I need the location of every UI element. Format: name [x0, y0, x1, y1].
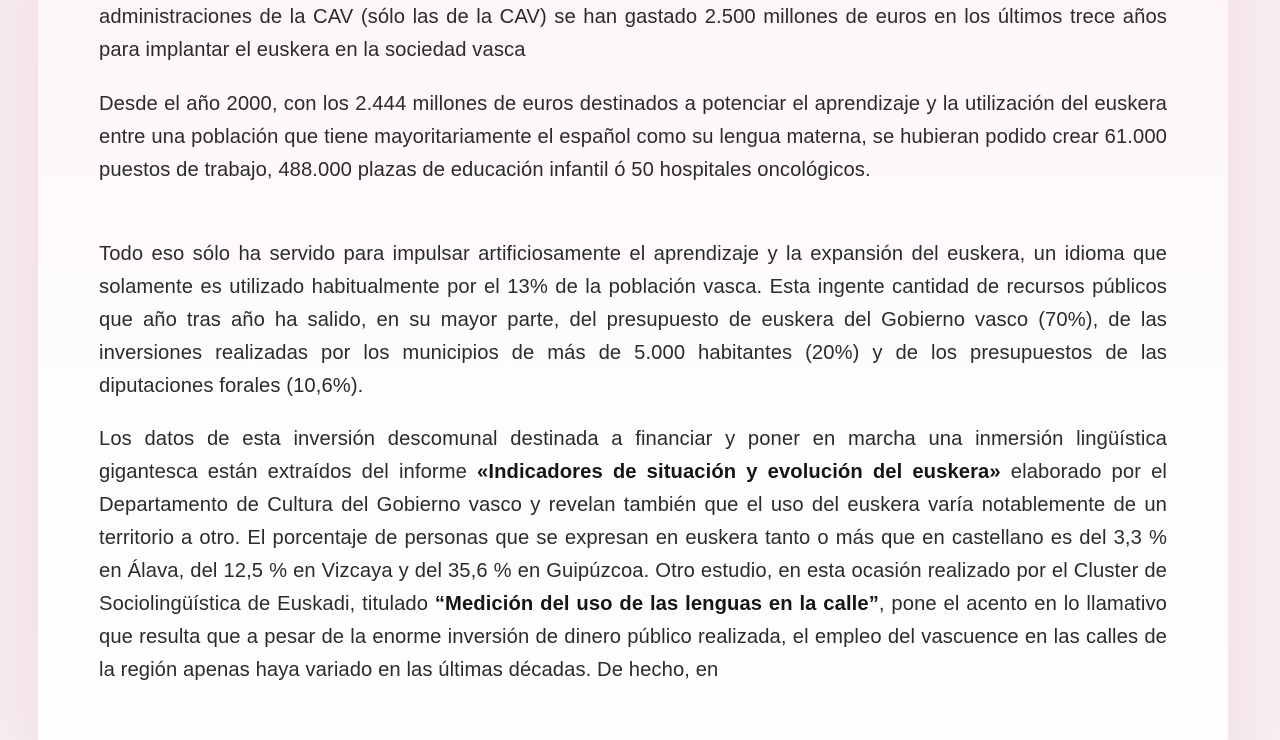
- study-title-bold: “Medición del uso de las lenguas en la calle”: [434, 593, 879, 615]
- paragraph-text-segment: , pone el acento en lo llamativo que resulta que a pesar de la enorme inversión de dinero público realizada, el empleo del vascuence en las calles de la región apenas haya variado en las últimas décadas. De hecho, en: [99, 593, 1167, 681]
- paragraph-since-2000: Desde el año 2000, con los 2.444 millones de euros destinados a potenciar el aprendizaje y la utilización del euskera entre una población que tiene mayoritariamente el español como su lengua materna, se hubieran podido crear 61.000 puestos de trabajo, 488.000 plazas de educación infantil ó 50 hospitales oncológicos.: [99, 93, 1167, 181]
- report-title-bold: «Indicadores de situación y evolución del euskera»: [477, 461, 1001, 483]
- paragraph-text-segment: Los datos de esta inversión descomunal destinada a financiar y poner en marcha una inmersión lingüística gigantesca están extraídos del informe: [99, 428, 1167, 483]
- paragraph-artificial-expansion: Todo eso sólo ha servido para impulsar artificiosamente el aprendizaje y la expansión del euskera, un idioma que solamente es utilizado habitualmente por el 13% de la población vasca. Esta ingente cantidad de recursos públicos que año tras año ha salido, en su mayor parte, del presupuesto de euskera del Gobierno vasco (70%), de las inversiones realizadas por los municipios de más de 5.000 habitantes (20%) y de los presupuestos de las diputaciones forales (10,6%).: [99, 243, 1167, 397]
- paragraph-investment-data: [99, 423, 1167, 687]
- paragraph-cav-spending: administraciones de la CAV (sólo las de la CAV) se han gastado 2.500 millones de euros en los últimos trece años para implantar el euskera en la sociedad vasca: [99, 6, 1167, 61]
- paragraph-text-segment: elaborado por el Departamento de Cultura del Gobierno vasco y revelan también que el uso del euskera varía notablemente de un territorio a otro. El porcentaje de personas que se expresan en euskera tanto o más que en castellano es del 3,3 % en Álava, del 12,5 % en Vizcaya y del 35,6 % en Guipúzcoa. Otro estudio, en esta ocasión realizado por el Cluster de Sociolingüística de Euskadi, titulado: [99, 461, 1167, 615]
